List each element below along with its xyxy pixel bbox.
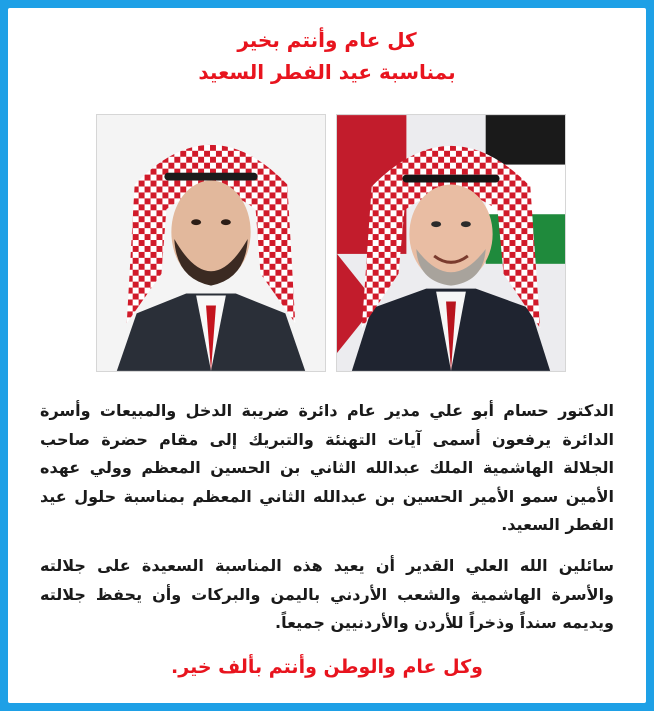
crown-prince-portrait [96, 114, 326, 372]
title-line-2: بمناسبة عيد الفطر السعيد [198, 60, 456, 84]
king-portrait-illustration [337, 115, 565, 371]
crown-prince-portrait-illustration [97, 115, 325, 371]
closing-line: وكل عام والوطن وأنتم بألف خير. [171, 656, 483, 678]
greeting-paragraph: الدكتور حسام أبو علي مدير عام دائرة ضريبة الدخل والمبيعات وأسرة الدائرة يرفعون أسمى آيات التهنئة والتبريك إلى مقام حضرة صاحب الجلالة الهاشمية الملك عبدالله الثاني بن الحسين المعظم وولي عهده الأمين سمو الأمير الحسين بن عبدالله الثاني المعظم بمناسبة حلول عيد الفطر السعيد. [40, 401, 614, 534]
king-portrait [336, 114, 566, 372]
title-line-1: كل عام وأنتم بخير [237, 28, 417, 52]
prayer-paragraph: سائلين الله العلي القدير أن يعيد هذه المناسبة السعيدة على جلالته والأسرة الهاشمية والشعب الأردني باليمن والبركات وأن يحفظ جلالته ويديمه سنداً وذخراً للأردن والأردنيين جميعاً. [40, 556, 614, 632]
greeting-card [8, 8, 646, 703]
